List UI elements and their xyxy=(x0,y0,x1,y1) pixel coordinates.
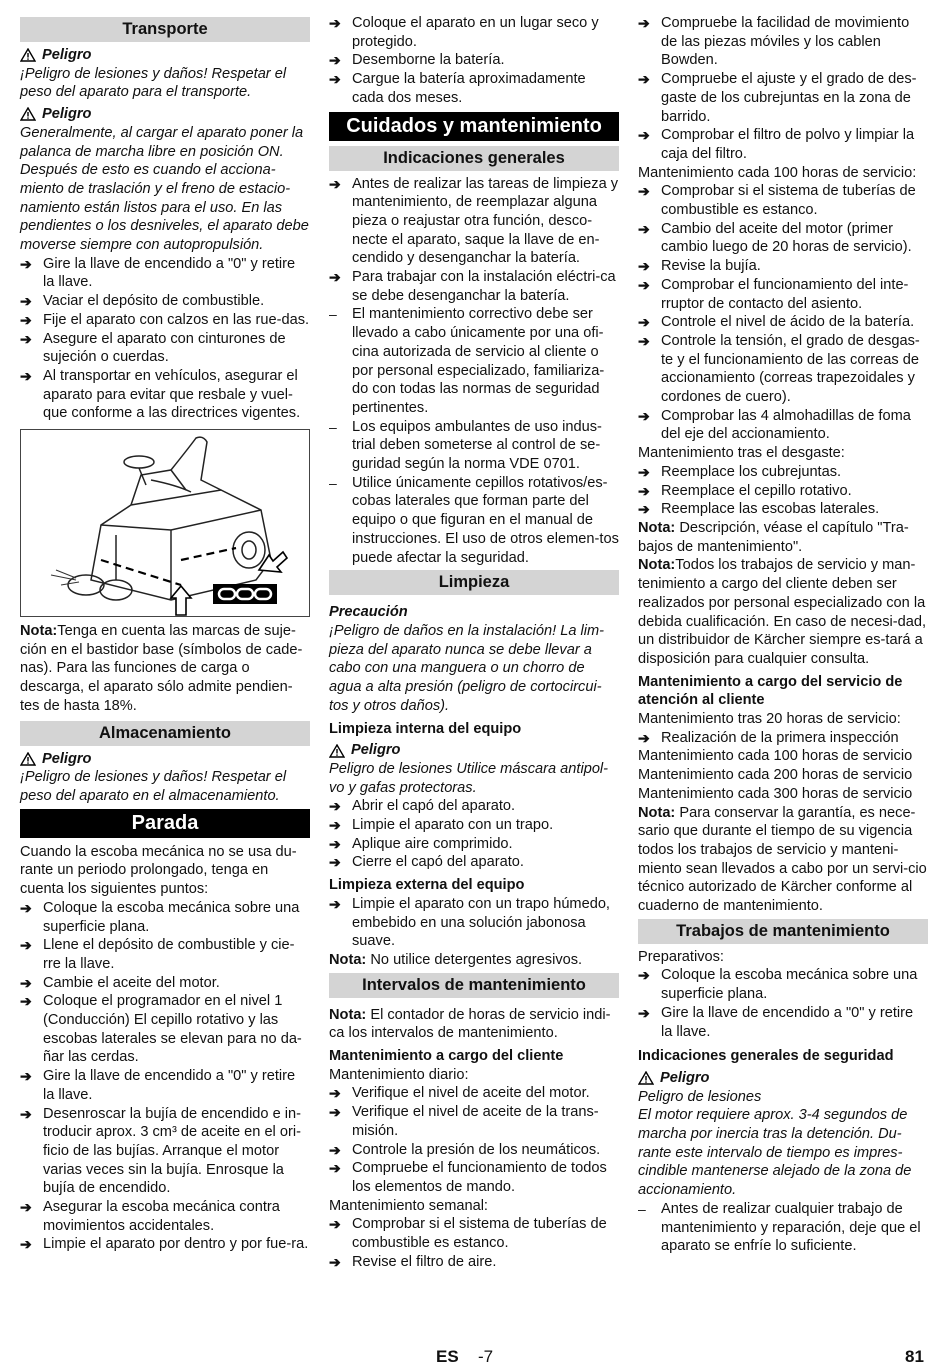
step-item xyxy=(638,729,928,748)
precaucion-text: ¡Peligro de daños en la instalación! La lim-pieza del aparato nunca se debe llevar a cabo con una manguera o un chorro de agua a alta presión (peligro de cortocircui-tos y otros daños). xyxy=(329,622,605,714)
nota-paragraph xyxy=(329,951,619,970)
step-item xyxy=(638,482,928,501)
precaucion-label: Precaución xyxy=(329,604,408,621)
nota-label: Nota: xyxy=(638,557,676,574)
step-text: Reemplace los cubrejuntas. xyxy=(661,463,842,480)
step-text: Compruebe la facilidad de movimiento de las piezas móviles y los cablen Bowden. xyxy=(661,15,910,69)
subheading-cliente: Mantenimiento a cargo del cliente xyxy=(329,1048,564,1065)
arrow-icon: ➔ xyxy=(329,269,341,286)
step-item xyxy=(329,816,619,835)
step-item xyxy=(638,182,928,219)
step-text: Antes de realizar las tareas de limpieza y mantenimiento, de reemplazar alguna pieza o reajustar otra función, desco-necte el aparato, saque la llave de en-cendido y desenganchar la batería. xyxy=(352,175,619,267)
step-text: Revise la bujía. xyxy=(661,258,761,275)
footer-language: ES xyxy=(436,1347,459,1366)
arrow-icon: ➔ xyxy=(638,127,650,144)
subheading-servicio: Mantenimiento a cargo del servicio de atención al cliente xyxy=(638,673,903,709)
arrow-icon: ➔ xyxy=(20,937,32,954)
arrow-icon: ➔ xyxy=(329,895,341,912)
step-item xyxy=(638,966,928,1003)
step-item xyxy=(329,1103,619,1140)
step-item xyxy=(329,1215,619,1252)
step-text: Gire la llave de encendido a "0" y retire la llave. xyxy=(43,1068,296,1103)
step-text: Verifique el nivel de aceite del motor. xyxy=(352,1085,590,1102)
arrow-icon: ➔ xyxy=(329,1253,341,1270)
warning-label: Peligro xyxy=(660,1069,710,1086)
step-text: Limpie el aparato con un trapo húmedo, embebido en una solución jabonosa suave. xyxy=(352,895,610,950)
step-text: Compruebe el funcionamiento de todos los elementos de mando. xyxy=(352,1160,607,1195)
sweeper-illustration xyxy=(21,430,309,616)
step-text: Antes de realizar cualquier trabajo de mantenimiento y reparación, deje que el aparato se enfríe lo suficiente. xyxy=(661,1200,921,1255)
warning-peligro xyxy=(20,105,310,124)
preparativos-steps xyxy=(638,966,928,1041)
step-text: Cambie el aceite del motor. xyxy=(43,974,220,991)
step-item xyxy=(638,276,928,313)
dash-marker: – xyxy=(329,306,337,323)
cada300-servicio: Mantenimiento cada 300 horas de servicio xyxy=(638,785,913,802)
arrow-icon: ➔ xyxy=(638,332,650,349)
arrow-icon: ➔ xyxy=(329,71,341,88)
dash-list-item xyxy=(329,418,619,474)
step-text: Cierre el capó del aparato. xyxy=(352,854,524,871)
step-text: Gire la llave de encendido a "0" y retire la llave. xyxy=(43,255,296,291)
dash-list-item xyxy=(638,1200,928,1256)
arrow-icon: ➔ xyxy=(638,276,650,293)
arrow-icon: ➔ xyxy=(20,330,32,347)
arrow-icon: ➔ xyxy=(20,1199,32,1216)
arrow-icon: ➔ xyxy=(329,817,341,834)
step-text: Gire la llave de encendido a "0" y retire la llave. xyxy=(661,1004,914,1040)
column-3 xyxy=(638,14,928,1256)
step-text: Reemplace las escobas laterales. xyxy=(661,501,880,518)
step-item xyxy=(20,367,310,423)
indicaciones-dashes xyxy=(329,305,619,567)
step-item xyxy=(20,311,310,330)
nota-label: Nota: xyxy=(329,951,367,968)
arrow-icon: ➔ xyxy=(329,798,341,815)
step-text: Fije el aparato con calzos en las rue-das. xyxy=(43,311,310,328)
parada-steps xyxy=(20,899,310,1254)
desgaste-label: Mantenimiento tras el desgaste: xyxy=(638,445,845,462)
dash-marker: – xyxy=(329,474,337,491)
arrow-icon: ➔ xyxy=(638,729,650,746)
warning-triangle-icon xyxy=(20,48,36,62)
warning-text: El motor requiere aprox. 3-4 segundos de marcha por inercia tras la detención. Du-rante este intervalo de tiempo es impres-cindible mantenerse alejado de la zona de accionamiento. xyxy=(638,1107,912,1199)
nota-paragraph xyxy=(638,804,928,916)
step-text: Cargue la batería aproximadamente cada dos meses. xyxy=(352,71,586,106)
warning-triangle-icon xyxy=(329,744,345,758)
semanal-label: Mantenimiento semanal: xyxy=(329,1197,488,1214)
cada100-steps xyxy=(638,182,928,444)
arrow-icon: ➔ xyxy=(329,1216,341,1233)
dash-list-item xyxy=(329,305,619,417)
arrow-icon: ➔ xyxy=(20,899,32,916)
step-text: Cambio del aceite del motor (primer cambio luego de 20 horas de servicio). xyxy=(661,220,912,256)
warning-peligro xyxy=(20,750,310,769)
chapter-heading-parada: Parada xyxy=(20,809,310,838)
diario-steps xyxy=(329,1084,619,1196)
diario-label: Mantenimiento diario: xyxy=(329,1066,469,1083)
section-heading-almacenamiento: Almacenamiento xyxy=(20,721,310,746)
cada200-servicio: Mantenimiento cada 200 horas de servicio xyxy=(638,767,913,784)
warning-text: Generalmente, al cargar el aparato poner la palanca de marcha libre en posición ON. Después de esto es cuando el acciona-miento de traslación y el freno de estacio-namiento están listos para el uso. En las pendientes o los desniveles, el aparato debe moverse siempre con autopropulsión. xyxy=(20,124,309,254)
step-item xyxy=(20,899,310,936)
step-item xyxy=(329,1084,619,1103)
step-item xyxy=(20,255,310,292)
dash-marker: – xyxy=(329,418,337,435)
step-item xyxy=(638,257,928,276)
step-item xyxy=(20,330,310,367)
arrow-icon: ➔ xyxy=(20,1236,32,1253)
step-text: Limpie el aparato con un trapo. xyxy=(352,817,554,834)
arrow-icon: ➔ xyxy=(20,1068,32,1085)
step-text: Comprobar el filtro de polvo y limpiar la caja del filtro. xyxy=(661,127,915,162)
step-text: Coloque la escoba mecánica sobre una superficie plana. xyxy=(43,899,300,935)
footer-subpage: -7 xyxy=(478,1347,494,1366)
section-heading-trabajos: Trabajos de mantenimiento xyxy=(638,919,928,944)
warning-triangle-icon xyxy=(20,752,36,766)
arrow-icon: ➔ xyxy=(329,1160,341,1177)
step-text: Coloque el programador en el nivel 1 (Conducción) El cepillo rotativo y las escobas laterales se elevan para no da-ñar las cerdas. xyxy=(43,993,302,1066)
arrow-icon: ➔ xyxy=(638,220,650,237)
arrow-icon: ➔ xyxy=(638,314,650,331)
arrow-icon: ➔ xyxy=(329,1104,341,1121)
arrow-icon: ➔ xyxy=(638,71,650,88)
nota-text: Descripción, véase el capítulo "Tra-bajos de mantenimiento". xyxy=(638,519,909,555)
step-item xyxy=(329,14,619,51)
step-text: Utilice únicamente cepillos rotativos/es-cobas laterales que forman parte del equipo o que figuran en el manual de instrucciones. El uso de otros elemen-tos puede afectar la seguridad. xyxy=(352,474,619,566)
nota-text: Todos los trabajos de servicio y man-tenimiento a cargo del cliente deben ser realizados por personal especializado con la debida cualificación. En caso de necesi-dad, un distribuidor de Kärcher siempre es-tará a disposición para cualquier consulta. xyxy=(638,557,927,667)
step-item xyxy=(20,292,310,311)
arrow-icon: ➔ xyxy=(329,1085,341,1102)
subheading-seguridad: Indicaciones generales de seguridad xyxy=(638,1048,894,1065)
step-text: Asegure el aparato con cinturones de sujeción o cuerdas. xyxy=(43,330,286,366)
seguridad-dashes xyxy=(638,1200,928,1256)
nota-label: Nota: xyxy=(638,519,676,536)
semanal-steps xyxy=(329,1215,619,1271)
arrow-icon: ➔ xyxy=(638,258,650,275)
arrow-icon: ➔ xyxy=(329,175,341,192)
nota-text: Tenga en cuenta las marcas de suje-ción en el bastidor base (símbolos de cade-nas). Para las funciones de carga o descarga, el aparato sólo admite pendien-tes de hasta 18%. xyxy=(20,623,303,714)
arrow-icon: ➔ xyxy=(20,1105,32,1122)
step-item xyxy=(638,14,928,70)
column-1 xyxy=(20,14,310,1254)
warning-peligro xyxy=(329,741,619,760)
warning-text: ¡Peligro de lesiones y daños! Respetar el peso del aparato para el transporte. xyxy=(20,65,287,101)
tras20-steps xyxy=(638,729,928,748)
step-item xyxy=(20,1105,310,1199)
step-item xyxy=(329,1141,619,1160)
section-heading-intervalos: Intervalos de mantenimiento xyxy=(329,973,619,998)
step-text: El mantenimiento correctivo debe ser llevado a cabo únicamente por una ofi-cina autorizada de servicio al cliente o por personal especializado, familiariza-do con todas las normas de seguridad pertinentes. xyxy=(352,306,605,416)
warning-label: Peligro xyxy=(42,47,92,63)
step-item xyxy=(329,797,619,816)
dash-list-item xyxy=(329,474,619,568)
step-item xyxy=(20,936,310,973)
step-item xyxy=(329,1253,619,1272)
arrow-icon: ➔ xyxy=(20,311,32,328)
storage-steps xyxy=(329,14,619,108)
nota-paragraph xyxy=(20,622,310,716)
sweeper-figure xyxy=(20,429,310,617)
desgaste-steps xyxy=(638,463,928,519)
nota-paragraph xyxy=(329,1006,619,1043)
arrow-icon: ➔ xyxy=(20,993,32,1010)
step-text: Desemborne la batería. xyxy=(352,52,505,69)
step-text: Realización de la primera inspección xyxy=(661,729,899,746)
nota-paragraph xyxy=(638,556,928,668)
section-heading-limpieza: Limpieza xyxy=(329,570,619,595)
section-heading-transporte: Transporte xyxy=(20,17,310,42)
subheading-limpieza-externa: Limpieza externa del equipo xyxy=(329,877,525,894)
arrow-icon: ➔ xyxy=(329,15,341,31)
step-item xyxy=(638,220,928,257)
nota-text: El contador de horas de servicio indi-ca los intervalos de mantenimiento. xyxy=(329,1006,611,1042)
warning-title: Peligro de lesiones xyxy=(638,1088,762,1105)
weekly-steps-continued xyxy=(638,14,928,164)
warning-text: Peligro de lesiones Utilice máscara antipol-vo y gafas protectoras. xyxy=(329,760,609,796)
step-text: Llene el depósito de combustible y cie-rre la llave. xyxy=(43,937,295,972)
arrow-icon: ➔ xyxy=(20,293,32,310)
step-item xyxy=(638,313,928,332)
arrow-icon: ➔ xyxy=(20,255,32,272)
warning-label: Peligro xyxy=(42,106,92,123)
nota-paragraph xyxy=(638,519,928,556)
step-text: Reemplace el cepillo rotativo. xyxy=(661,482,852,499)
step-item xyxy=(329,895,619,951)
limpieza-externa-steps xyxy=(329,895,619,951)
arrow-icon: ➔ xyxy=(20,367,32,384)
step-item xyxy=(329,835,619,854)
step-text: Los equipos ambulantes de uso indus-trial deben someterse al control de se-guridad según la norma VDE 0701. xyxy=(352,418,602,473)
warning-triangle-icon xyxy=(638,1071,654,1085)
step-item xyxy=(638,332,928,407)
warning-label: Peligro xyxy=(42,750,92,767)
step-item xyxy=(638,500,928,519)
step-text: Controle la tensión, el grado de desgas-te y el funcionamiento de las correas de accionamiento (correas trapezoidales y cordones de cuero). xyxy=(661,332,920,406)
nota-label: Nota: xyxy=(20,623,58,640)
dash-marker: – xyxy=(638,1200,646,1217)
warning-peligro xyxy=(638,1069,928,1088)
step-text: Coloque el aparato en un lugar seco y protegido. xyxy=(352,15,599,50)
step-text: Revise el filtro de aire. xyxy=(352,1253,497,1270)
limpieza-interna-steps xyxy=(329,797,619,872)
step-item xyxy=(638,1004,928,1041)
step-item xyxy=(638,126,928,163)
step-text: Al transportar en vehículos, asegurar el aparato para evitar que resbale y vuel-que conforme a las directrices vigentes. xyxy=(43,367,301,422)
tras20-label: Mantenimiento tras 20 horas de servicio: xyxy=(638,711,901,728)
indicaciones-steps xyxy=(329,175,619,306)
step-item xyxy=(329,853,619,872)
step-text: Aplique aire comprimido. xyxy=(352,835,513,852)
parada-intro: Cuando la escoba mecánica no se usa du-rante un periodo prolongado, tenga en cuenta los siguientes puntos: xyxy=(20,843,297,898)
chapter-heading-cuidados: Cuidados y mantenimiento xyxy=(329,112,619,141)
step-item xyxy=(638,463,928,482)
step-item xyxy=(20,992,310,1067)
arrow-icon: ➔ xyxy=(329,1141,341,1158)
nota-text: Para conservar la garantía, es nece-sario que durante el tiempo de su vigencia todos los trabajos de servicio y manteni-miento sean llevados a cabo por un servi-cio técnico autorizado de Kärcher conforme al cuaderno de mantenimiento. xyxy=(638,804,927,915)
arrow-icon: ➔ xyxy=(20,974,32,991)
step-item xyxy=(20,1235,310,1254)
arrow-icon: ➔ xyxy=(638,501,650,518)
warning-peligro xyxy=(20,46,310,65)
step-item xyxy=(20,1067,310,1104)
step-text: Controle la presión de los neumáticos. xyxy=(352,1141,601,1158)
nota-label: Nota: xyxy=(329,1006,367,1023)
cada100-servicio: Mantenimiento cada 100 horas de servicio xyxy=(638,748,913,765)
arrow-icon: ➔ xyxy=(638,407,650,424)
step-text: Compruebe el ajuste y el grado de des-gaste de los cubrejuntas en la zona de barrido. xyxy=(661,71,917,125)
nota-label: Nota: xyxy=(638,804,676,821)
step-text: Coloque la escoba mecánica sobre una superficie plana. xyxy=(661,967,918,1003)
step-text: Comprobar las 4 almohadillas de foma del eje del accionamiento. xyxy=(661,407,911,443)
arrow-icon: ➔ xyxy=(638,482,650,499)
preparativos-label: Preparativos: xyxy=(638,948,724,965)
step-item xyxy=(329,175,619,269)
step-item xyxy=(638,70,928,126)
arrow-icon: ➔ xyxy=(638,15,650,31)
step-item xyxy=(329,268,619,305)
arrow-icon: ➔ xyxy=(329,854,341,871)
step-text: Comprobar si el sistema de tuberías de combustible es estanco. xyxy=(661,183,916,219)
step-text: Desenroscar la bujía de encendido e in-troducir aprox. 3 cm³ de aceite en el ori-ficio de las bujías. Arranque el motor varias veces sin la bujía. Enrosque la bujía de encendido. xyxy=(43,1105,301,1197)
column-2 xyxy=(329,14,619,1271)
warning-text: ¡Peligro de lesiones y daños! Respetar el peso del aparato en el almacenamiento. xyxy=(20,769,287,804)
arrow-icon: ➔ xyxy=(638,967,650,984)
step-text: Asegurar la escoba mecánica contra movimientos accidentales. xyxy=(43,1199,280,1234)
warning-triangle-icon xyxy=(20,107,36,121)
subheading-limpieza-interna: Limpieza interna del equipo xyxy=(329,720,522,737)
transport-steps xyxy=(20,255,310,423)
section-heading-indicaciones: Indicaciones generales xyxy=(329,146,619,171)
step-item xyxy=(638,407,928,444)
step-text: Verifique el nivel de aceite de la trans-misión. xyxy=(352,1104,599,1139)
step-item xyxy=(329,1159,619,1196)
arrow-icon: ➔ xyxy=(638,1004,650,1021)
warning-label: Peligro xyxy=(351,742,401,759)
cada100-label: Mantenimiento cada 100 horas de servicio: xyxy=(638,164,917,181)
step-text: Para trabajar con la instalación eléctri-ca se debe desenganchar la batería. xyxy=(352,269,616,304)
step-item xyxy=(20,974,310,993)
arrow-icon: ➔ xyxy=(329,835,341,852)
step-text: Controle el nivel de ácido de la batería. xyxy=(661,314,915,331)
step-text: Comprobar si el sistema de tuberías de combustible es estanco. xyxy=(352,1216,607,1252)
step-text: Limpie el aparato por dentro y por fue-ra. xyxy=(43,1236,309,1253)
step-text: Comprobar el funcionamiento del inte-rruptor de contacto del asiento. xyxy=(661,276,909,312)
arrow-icon: ➔ xyxy=(329,52,341,69)
step-text: Vaciar el depósito de combustible. xyxy=(43,293,265,310)
arrow-icon: ➔ xyxy=(638,183,650,200)
nota-text: No utilice detergentes agresivos. xyxy=(370,951,583,968)
step-text: Abrir el capó del aparato. xyxy=(352,798,516,815)
arrow-icon: ➔ xyxy=(638,463,650,480)
step-item xyxy=(20,1198,310,1235)
step-item xyxy=(329,51,619,70)
footer-page-number: 81 xyxy=(905,1347,924,1366)
step-item xyxy=(329,70,619,107)
